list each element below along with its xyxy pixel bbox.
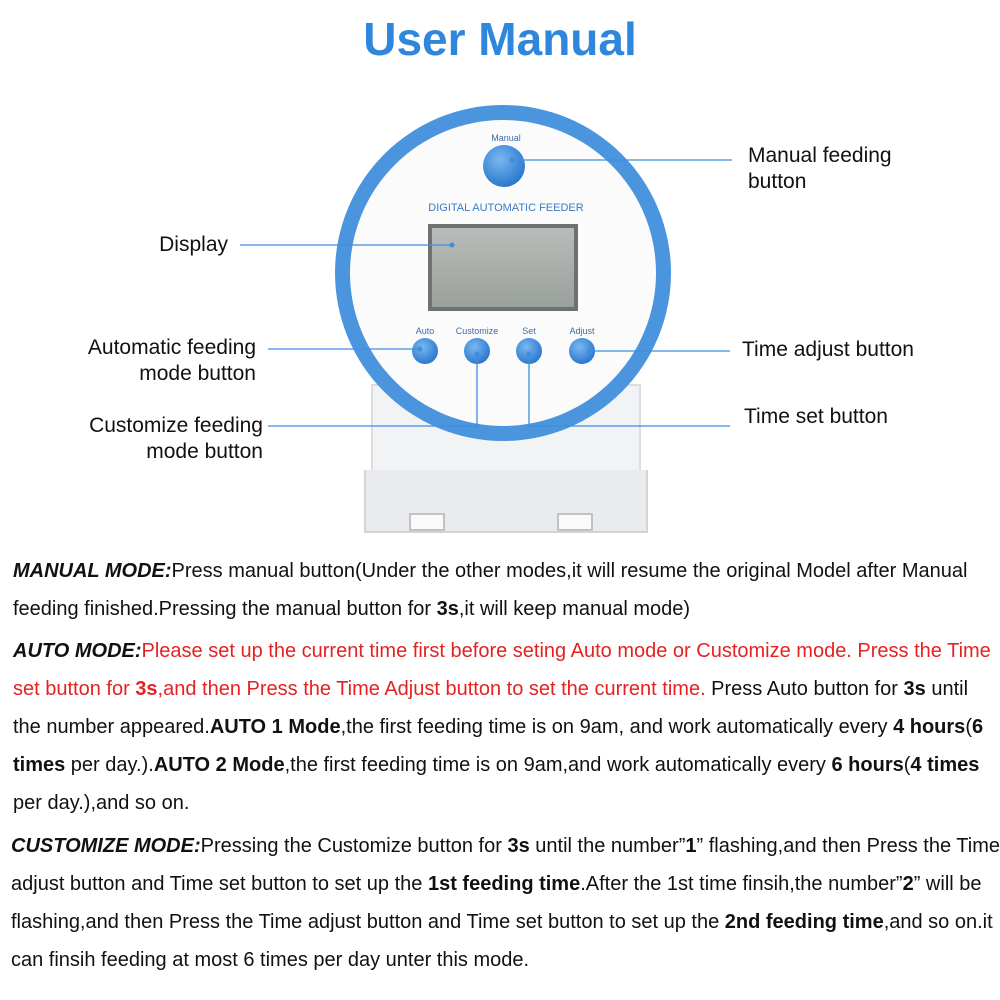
label-time-adjust-button: Time adjust button xyxy=(742,338,914,361)
customize-button-label: Customize xyxy=(455,326,499,336)
callout-dot-manual xyxy=(510,158,515,163)
callout-dot-set xyxy=(527,352,532,357)
lcd-display xyxy=(432,228,574,307)
manual-mode-paragraph: MANUAL MODE:Press manual button(Under the other modes,it will resume the original Model after Manual feeding finished.Pressing the manual button for 3s,it will keep manual mode) xyxy=(13,560,968,620)
customize-mode-section xyxy=(11,827,1000,979)
set-button-label: Set xyxy=(522,326,536,336)
callout-dot-adjust xyxy=(588,349,593,354)
stand-slot-right xyxy=(558,514,592,530)
callout-dot-customize xyxy=(475,352,480,357)
stand-slot-left xyxy=(410,514,444,530)
label-customize-feeding-mode-button: Customize feeding mode button xyxy=(89,414,263,463)
manual-mode-heading: MANUAL MODE: xyxy=(13,560,172,582)
manual-mode-section xyxy=(13,552,998,628)
device-brand-text: DIGITAL AUTOMATIC FEEDER xyxy=(428,202,584,214)
label-display: Display xyxy=(159,233,228,256)
auto-button[interactable] xyxy=(412,338,438,364)
label-time-set-button: Time set button xyxy=(744,405,888,428)
auto-mode-heading: AUTO MODE: xyxy=(13,640,142,662)
auto-button-label: Auto xyxy=(415,326,435,336)
label-automatic-feeding-mode-button: Automatic feeding mode button xyxy=(87,336,256,385)
label-manual-feeding-button: Manual feeding button xyxy=(748,144,892,193)
callout-dot-auto xyxy=(418,347,423,352)
manual-button-label: Manual xyxy=(491,133,521,143)
auto-mode-paragraph: AUTO MODE:Please set up the current time first before seting Auto mode or Customize mode. Press the Time set button for 3s,and then Press the Time Adjust button to set the current time. Press Auto button for 3s until the number appeared.AUTO 1 Mode,the first feeding time is on 9am, and work automatically every 4 hours(6 times per day.).AUTO 2 Mode,the first feeding time is on 9am,and work automatically every 6 hours(4 times per day.),and so on. xyxy=(13,640,991,814)
customize-mode-paragraph: CUSTOMIZE MODE:Pressing the Customize button for 3s until the number”1” flashing,and then Press the Time adjust button and Time set button to set up the 1st feeding time.After the 1st time finsih,the number”2” will be flashing,and then Press the Time adjust button and Time set button to set up the 2nd feeding time,and so on.it can finsih feeding at most 6 times per day unter this mode. xyxy=(11,835,1000,971)
manual-button[interactable] xyxy=(483,145,525,187)
adjust-button-label: Adjust xyxy=(569,326,595,336)
customize-mode-heading: CUSTOMIZE MODE: xyxy=(11,835,201,857)
auto-mode-section xyxy=(13,632,998,822)
callout-dot-display xyxy=(450,243,455,248)
page-title: User Manual xyxy=(363,13,637,65)
